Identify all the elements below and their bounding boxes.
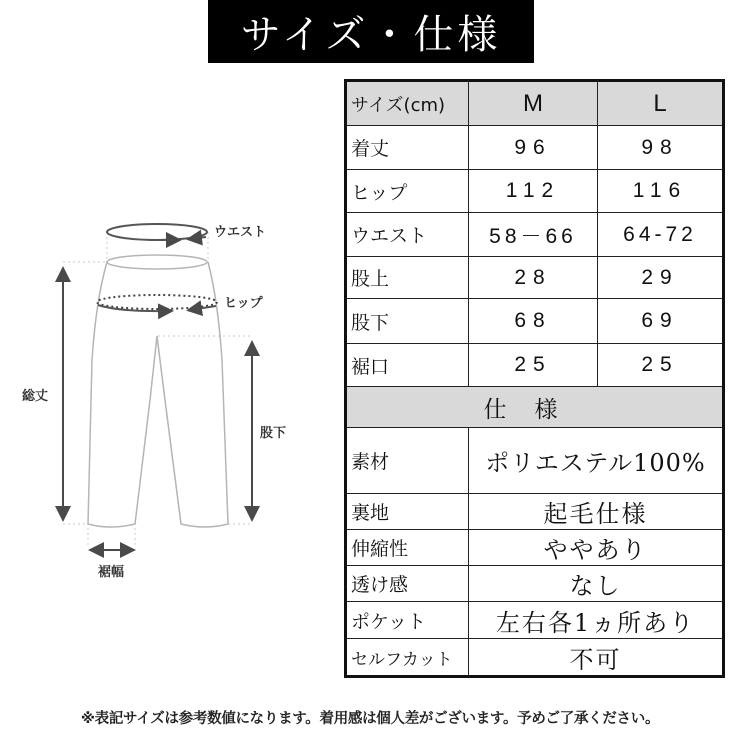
value-l: 69 — [598, 299, 724, 344]
inseam-label: 股下 — [260, 426, 287, 441]
row-label: 股下 — [346, 299, 469, 344]
table-row — [346, 428, 724, 494]
spec-label: 伸縮性 — [346, 530, 469, 566]
table-row — [346, 126, 724, 170]
value-l: 29 — [598, 257, 724, 299]
row-label: ウエスト — [346, 213, 469, 257]
spec-value: 左右各1ヵ所あり — [469, 602, 724, 639]
spec-section-title: 仕様 — [346, 387, 724, 428]
total-length-label: 総丈 — [22, 389, 49, 404]
table-row — [346, 566, 724, 602]
spec-section-header-row — [346, 387, 724, 428]
spec-label: 裏地 — [346, 494, 469, 530]
spec-value: なし — [469, 566, 724, 602]
spec-label: ポケット — [346, 602, 469, 639]
value-m: 96 — [469, 126, 598, 170]
spec-value: ポリエステル100% — [469, 428, 724, 494]
value-m: 68 — [469, 299, 598, 344]
value-m: 25 — [469, 344, 598, 387]
hem-width-label: 裾幅 — [98, 565, 125, 580]
value-l: 98 — [598, 126, 724, 170]
size-header-m: M — [469, 81, 598, 126]
waist-label: ウエスト — [214, 225, 267, 240]
row-label: 股上 — [346, 257, 469, 299]
value-l: 116 — [598, 170, 724, 213]
value-m: 58－66 — [469, 213, 598, 257]
value-m: 112 — [469, 170, 598, 213]
value-l: 25 — [598, 344, 724, 387]
size-header-l: L — [598, 81, 724, 126]
spec-value: 不可 — [469, 639, 724, 677]
row-label: ヒップ — [346, 170, 469, 213]
table-row — [346, 602, 724, 639]
row-label: 着丈 — [346, 126, 469, 170]
size-header-label: サイズ(cm) — [346, 81, 469, 126]
table-row — [346, 530, 724, 566]
table-row — [346, 213, 724, 257]
spec-label: セルフカット — [346, 639, 469, 677]
footnote: ※表記サイズは参考数値になります。着用感は個人差がございます。予めご了承ください。 — [80, 711, 660, 727]
value-m: 28 — [469, 257, 598, 299]
spec-label: 透け感 — [346, 566, 469, 602]
table-row — [346, 639, 724, 677]
size-header-row — [346, 81, 724, 126]
value-l: 64-72 — [598, 213, 724, 257]
spec-label: 素材 — [346, 428, 469, 494]
spec-value: ややあり — [469, 530, 724, 566]
table-row — [346, 170, 724, 213]
size-spec-table — [344, 79, 725, 678]
spec-value: 起毛仕様 — [469, 494, 724, 530]
hip-label: ヒップ — [224, 296, 263, 311]
table-row — [346, 299, 724, 344]
page-title: サイズ・仕様 — [208, 0, 534, 63]
row-label: 裾口 — [346, 344, 469, 387]
table-row — [346, 494, 724, 530]
table-row — [346, 344, 724, 387]
pants-measurement-diagram — [0, 200, 320, 600]
table-row — [346, 257, 724, 299]
